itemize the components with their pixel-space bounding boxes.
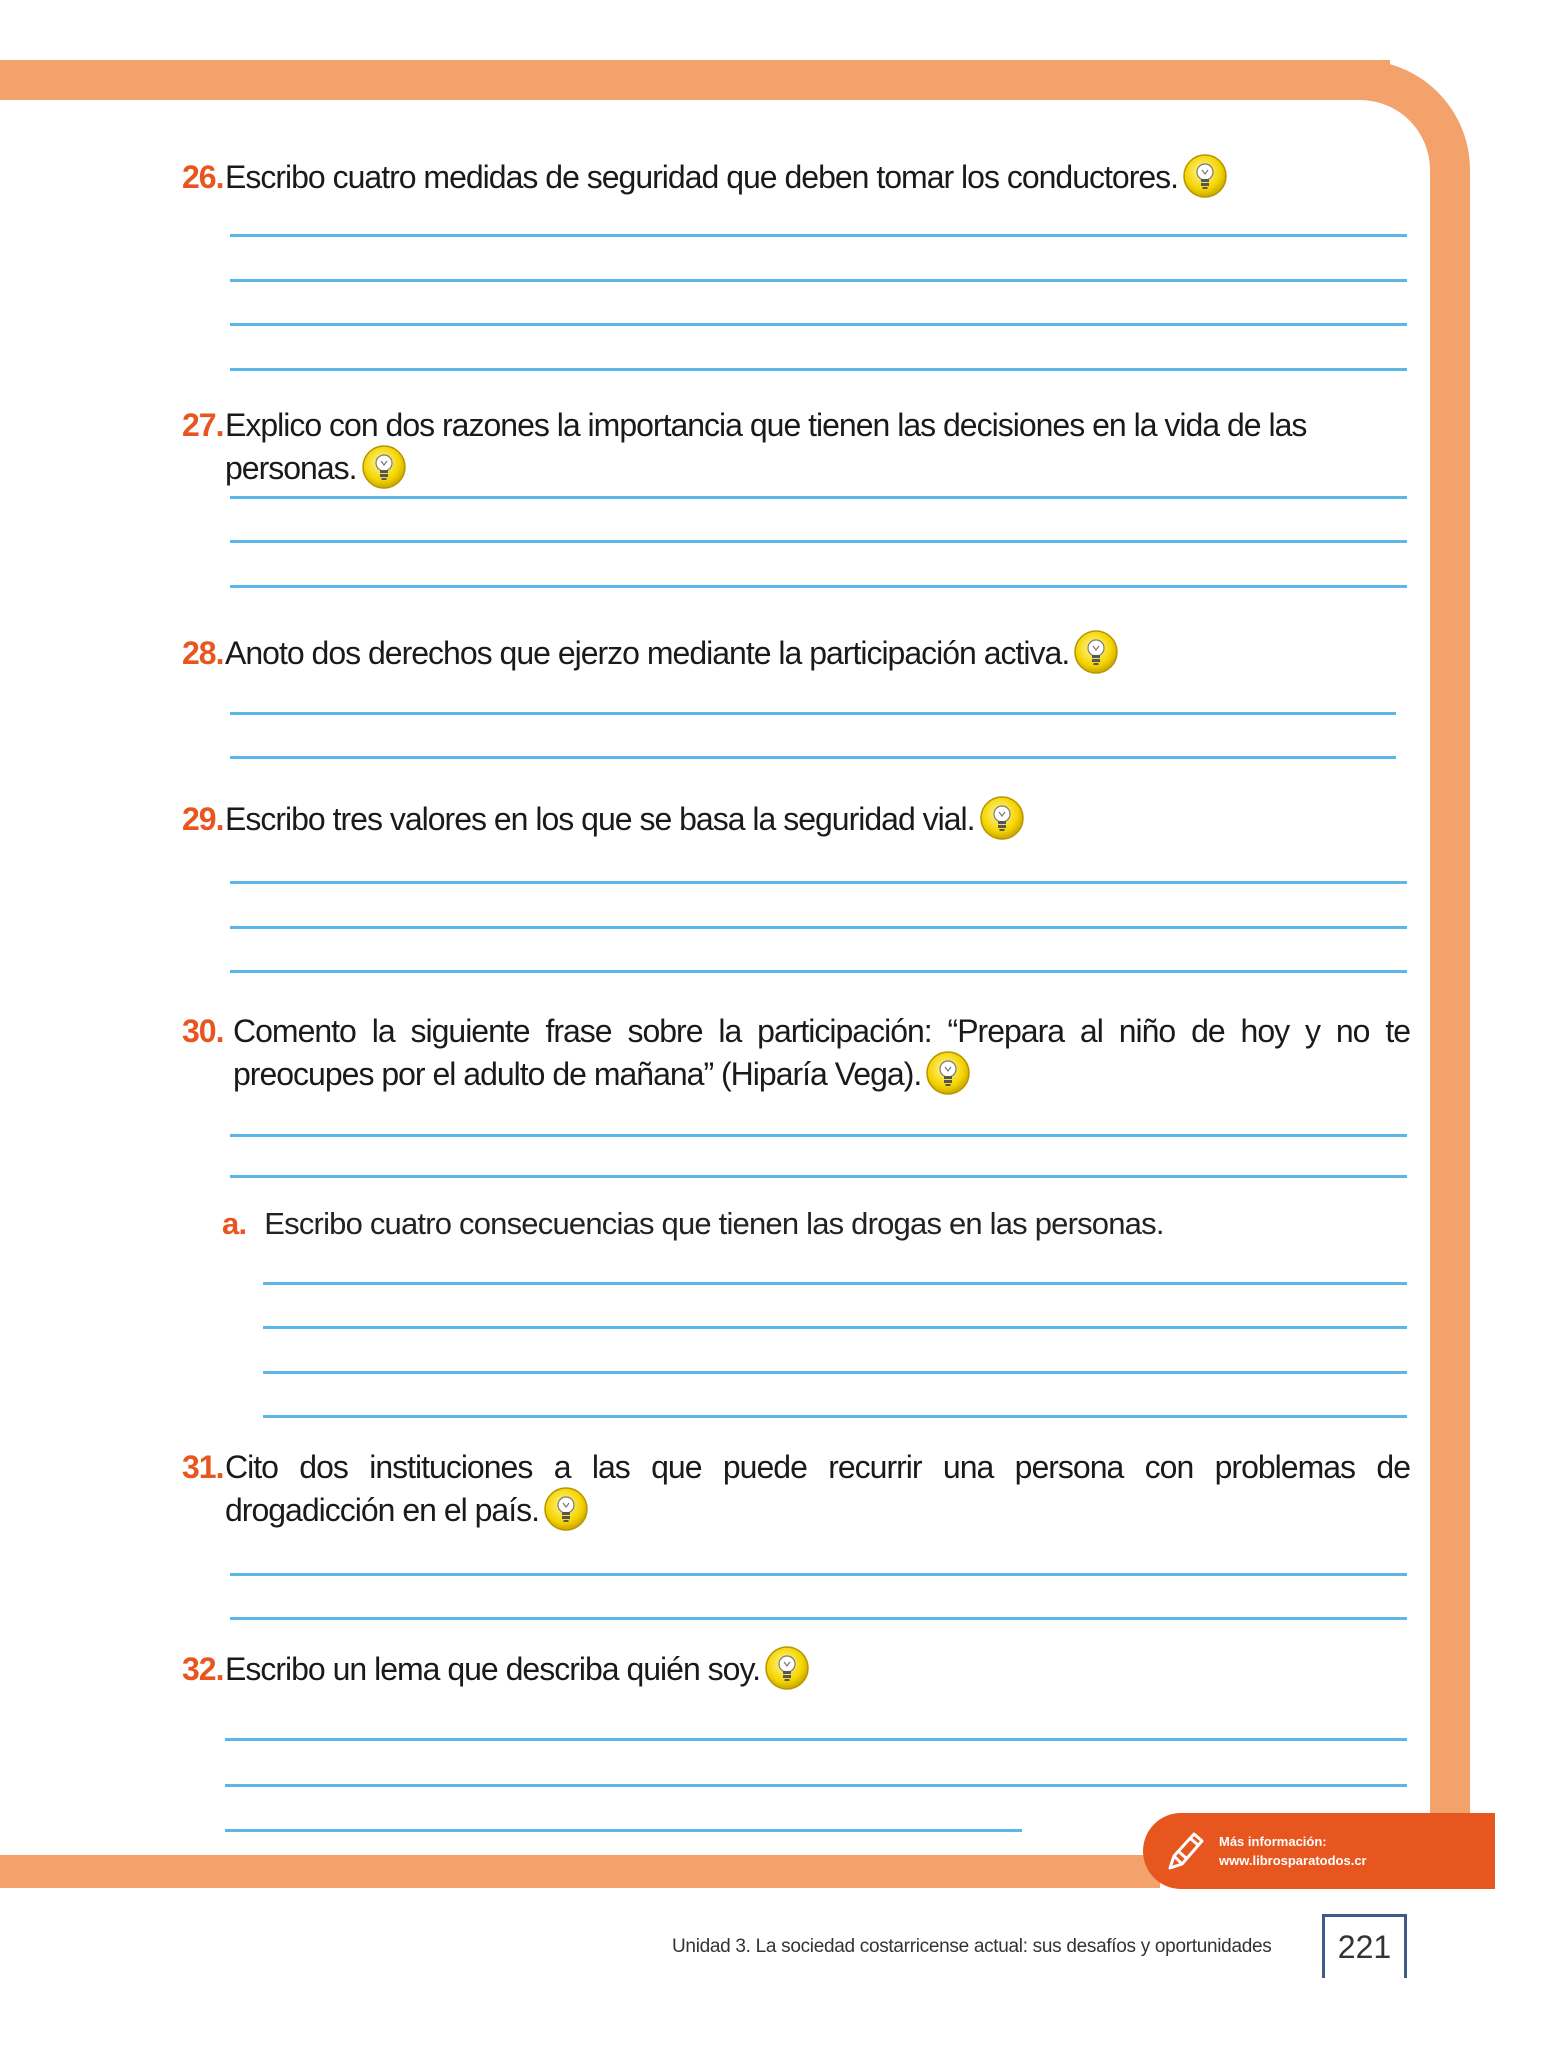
sub-question-a xyxy=(222,1202,1410,1245)
answer-line[interactable] xyxy=(225,1829,1022,1832)
lightbulb-icon[interactable] xyxy=(764,1645,810,1691)
answer-line[interactable] xyxy=(230,712,1396,715)
more-info-box[interactable] xyxy=(1143,1813,1495,1889)
lightbulb-icon[interactable] xyxy=(925,1050,971,1096)
question-text: Escribo cuatro medidas de seguridad que deben tomar los conductores. xyxy=(225,159,1179,195)
answer-line[interactable] xyxy=(230,540,1407,543)
answer-line[interactable] xyxy=(263,1371,1407,1374)
question-number: 29. xyxy=(182,801,224,837)
answer-line[interactable] xyxy=(230,970,1407,973)
page-frame-bottom xyxy=(0,1855,1160,1888)
question-31 xyxy=(183,1446,1410,1532)
page-frame-right xyxy=(1430,200,1470,1850)
question-text: Cito dos instituciones a las que puede recurrir una persona con problemas de drogadicción en el país. xyxy=(225,1449,1410,1528)
question-27 xyxy=(183,404,1410,490)
question-29 xyxy=(183,798,1410,841)
page-frame-top xyxy=(0,60,1390,100)
question-32 xyxy=(183,1648,1410,1691)
question-28 xyxy=(183,632,1410,675)
page-number-text: 221 xyxy=(1337,1929,1392,1965)
answer-line[interactable] xyxy=(230,1134,1407,1137)
answer-line[interactable] xyxy=(230,368,1407,371)
question-text: Comento la siguiente frase sobre la participación: “Prepara al niño de hoy y no te preocupes por el adulto de mañana” (Hiparía Vega). xyxy=(233,1013,1410,1092)
question-text: Explico con dos razones la importancia que tienen las decisiones en la vida de las personas. xyxy=(225,407,1307,486)
answer-line[interactable] xyxy=(225,1738,1407,1741)
question-number: 28. xyxy=(182,635,224,671)
sub-question-text: Escribo cuatro consecuencias que tienen las drogas en las personas. xyxy=(264,1206,1164,1241)
question-number: 26. xyxy=(182,159,224,195)
page-number xyxy=(1322,1914,1407,1978)
more-info-url[interactable]: www.librosparatodos.cr xyxy=(1219,1853,1367,1868)
question-text: Anoto dos derechos que ejerzo mediante la participación activa. xyxy=(225,635,1070,671)
question-text: Escribo un lema que describa quién soy. xyxy=(225,1651,760,1687)
answer-line[interactable] xyxy=(230,881,1407,884)
more-info-label: Más información: xyxy=(1219,1834,1327,1849)
lightbulb-icon[interactable] xyxy=(361,444,407,490)
answer-line[interactable] xyxy=(263,1282,1407,1285)
question-30 xyxy=(183,1010,1410,1096)
answer-line[interactable] xyxy=(225,1784,1407,1787)
answer-line[interactable] xyxy=(230,756,1396,759)
answer-line[interactable] xyxy=(230,585,1407,588)
question-number: 32. xyxy=(182,1651,224,1687)
answer-line[interactable] xyxy=(230,1573,1407,1576)
question-text: Escribo tres valores en los que se basa la seguridad vial. xyxy=(225,801,975,837)
answer-line[interactable] xyxy=(263,1415,1407,1418)
answer-line[interactable] xyxy=(230,323,1407,326)
answer-line[interactable] xyxy=(230,279,1407,282)
question-number: 30. xyxy=(182,1013,224,1049)
question-26 xyxy=(183,156,1410,199)
answer-line[interactable] xyxy=(230,1617,1407,1620)
lightbulb-icon[interactable] xyxy=(1073,629,1119,675)
footer-unit-title: Unidad 3. La sociedad costarricense actual: sus desafíos y oportunidades xyxy=(672,1936,1272,1957)
pencil-icon xyxy=(1155,1823,1211,1879)
answer-line[interactable] xyxy=(230,234,1407,237)
lightbulb-icon[interactable] xyxy=(543,1486,589,1532)
answer-line[interactable] xyxy=(230,496,1407,499)
answer-line[interactable] xyxy=(263,1326,1407,1329)
question-number: 31. xyxy=(182,1449,224,1485)
lightbulb-icon[interactable] xyxy=(1182,153,1228,199)
sub-question-letter: a. xyxy=(222,1206,247,1241)
lightbulb-icon[interactable] xyxy=(979,795,1025,841)
answer-line[interactable] xyxy=(230,1175,1407,1178)
answer-line[interactable] xyxy=(230,926,1407,929)
question-number: 27. xyxy=(182,407,224,443)
